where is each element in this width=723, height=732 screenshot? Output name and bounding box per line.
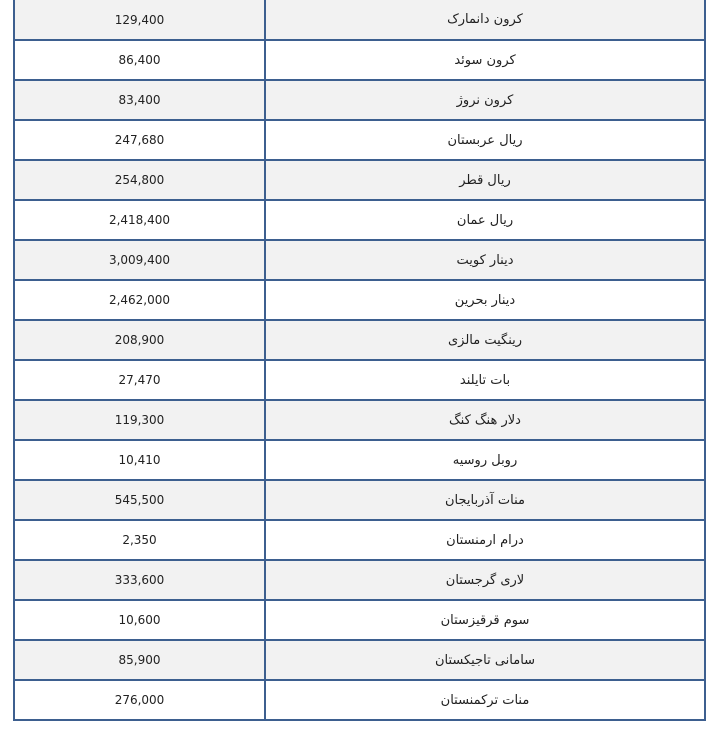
currency-name-cell: روبل روسیه bbox=[265, 440, 705, 480]
price-cell: 129,400 bbox=[14, 0, 265, 40]
price-cell: 83,400 bbox=[14, 80, 265, 120]
table-row bbox=[14, 0, 705, 40]
currency-name-cell: منات آذربایجان bbox=[265, 480, 705, 520]
table-row bbox=[14, 120, 705, 160]
price-cell: 545,500 bbox=[14, 480, 265, 520]
currency-name-cell: سامانی تاجیکستان bbox=[265, 640, 705, 680]
table-row bbox=[14, 80, 705, 120]
price-cell: 333,600 bbox=[14, 560, 265, 600]
currency-name-cell: درام ارمنستان bbox=[265, 520, 705, 560]
currency-name-cell: ریال عربستان bbox=[265, 120, 705, 160]
currency-table-container bbox=[13, 0, 706, 721]
table-row bbox=[14, 40, 705, 80]
table-row bbox=[14, 680, 705, 720]
table-row bbox=[14, 600, 705, 640]
currency-name-cell: سوم قرقیزستان bbox=[265, 600, 705, 640]
currency-name-cell: دلار هنگ کنگ bbox=[265, 400, 705, 440]
currency-name-cell: کرون سوئد bbox=[265, 40, 705, 80]
currency-name-cell: کرون دانمارک bbox=[265, 0, 705, 40]
table-row bbox=[14, 280, 705, 320]
currency-name-cell: بات تایلند bbox=[265, 360, 705, 400]
price-cell: 2,350 bbox=[14, 520, 265, 560]
table-row bbox=[14, 160, 705, 200]
price-cell: 208,900 bbox=[14, 320, 265, 360]
price-cell: 254,800 bbox=[14, 160, 265, 200]
price-cell: 86,400 bbox=[14, 40, 265, 80]
table-row bbox=[14, 480, 705, 520]
price-cell: 247,680 bbox=[14, 120, 265, 160]
table-row bbox=[14, 200, 705, 240]
currency-name-cell: رینگیت مالزی bbox=[265, 320, 705, 360]
currency-name-cell: ریال قطر bbox=[265, 160, 705, 200]
price-cell: 85,900 bbox=[14, 640, 265, 680]
table-row bbox=[14, 560, 705, 600]
currency-name-cell: دینار بحرین bbox=[265, 280, 705, 320]
table-row bbox=[14, 240, 705, 280]
table-row bbox=[14, 400, 705, 440]
currency-name-cell: کرون نروژ bbox=[265, 80, 705, 120]
price-cell: 276,000 bbox=[14, 680, 265, 720]
price-cell: 2,418,400 bbox=[14, 200, 265, 240]
price-cell: 10,410 bbox=[14, 440, 265, 480]
price-cell: 3,009,400 bbox=[14, 240, 265, 280]
currency-rates-body bbox=[14, 0, 705, 720]
price-cell: 2,462,000 bbox=[14, 280, 265, 320]
price-cell: 119,300 bbox=[14, 400, 265, 440]
currency-rates-table bbox=[13, 0, 706, 721]
table-row bbox=[14, 520, 705, 560]
currency-name-cell: منات ترکمنستان bbox=[265, 680, 705, 720]
table-row bbox=[14, 320, 705, 360]
table-row bbox=[14, 360, 705, 400]
currency-name-cell: ریال عمان bbox=[265, 200, 705, 240]
table-row bbox=[14, 440, 705, 480]
currency-name-cell: دینار کویت bbox=[265, 240, 705, 280]
price-cell: 27,470 bbox=[14, 360, 265, 400]
table-row bbox=[14, 640, 705, 680]
price-cell: 10,600 bbox=[14, 600, 265, 640]
currency-name-cell: لاری گرجستان bbox=[265, 560, 705, 600]
